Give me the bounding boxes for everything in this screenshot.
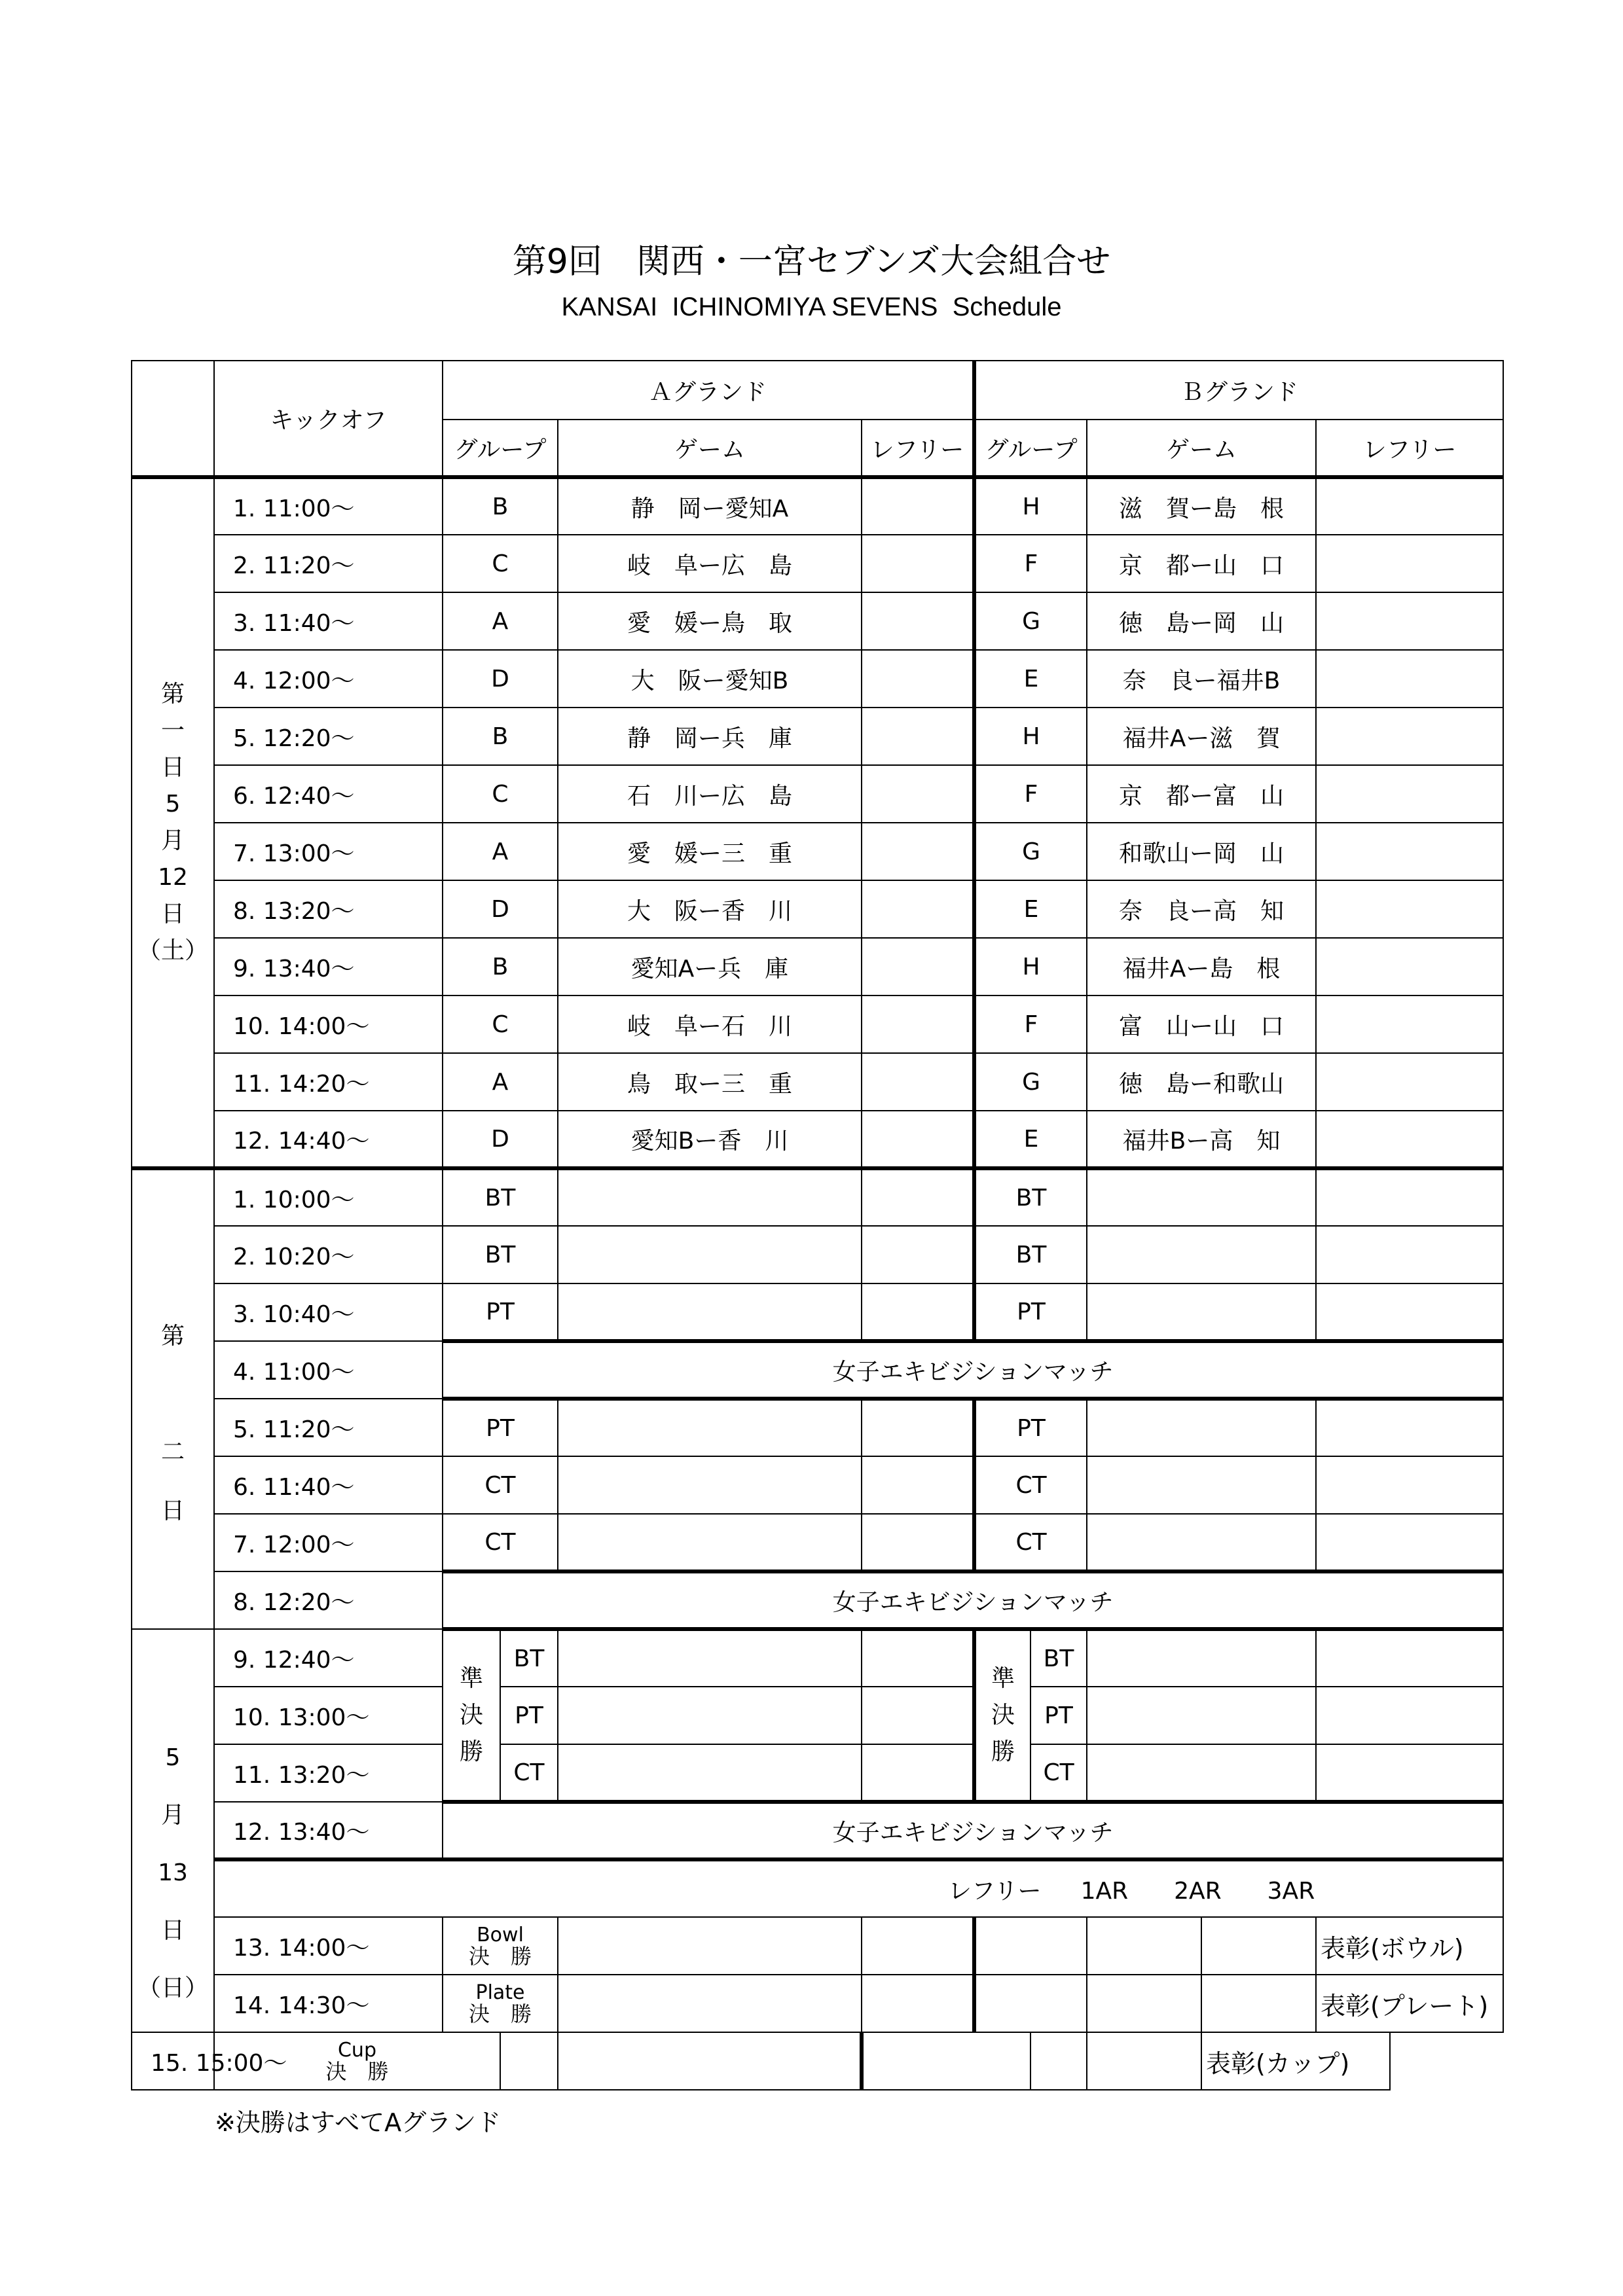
b-game: 滋 賀ー島 根	[1087, 477, 1316, 535]
b-group: F	[974, 996, 1087, 1053]
kickoff-time: 3. 10:40～	[214, 1283, 443, 1341]
a-game: 愛知Bー香 川	[558, 1111, 862, 1168]
b-referee	[1316, 1283, 1503, 1341]
a-referee	[862, 592, 974, 650]
b-game: 京 都ー山 口	[1087, 535, 1316, 592]
a-group: C	[443, 996, 558, 1053]
a-referee	[862, 1111, 974, 1168]
b-referee	[1316, 650, 1503, 708]
a-referee	[862, 938, 974, 996]
b-referee	[1316, 1111, 1503, 1168]
a-referee	[862, 535, 974, 592]
b-semifinal-sub: BT	[1030, 1629, 1087, 1687]
kickoff-time: 13. 14:00～	[214, 1917, 443, 1975]
a-game: 愛 媛ー鳥 取	[558, 592, 862, 650]
a-game	[558, 1629, 862, 1687]
final-2ar	[1087, 1975, 1201, 2032]
award-ceremony: 表彰(カップ)	[1201, 2032, 1390, 2090]
a-semifinal-label	[443, 1629, 500, 1802]
kickoff-time: 10. 14:00～	[214, 996, 443, 1053]
a-game: 愛 媛ー三 重	[558, 823, 862, 880]
b-game	[1087, 1514, 1316, 1571]
day-label-char: 勝	[459, 1738, 483, 1765]
a-group: PT	[443, 1283, 558, 1341]
b-game: 奈 良ー福井B	[1087, 650, 1316, 708]
b-semifinal-label	[974, 1629, 1030, 1802]
day-label-char: （日）	[137, 1975, 208, 2001]
a-referee	[862, 1629, 974, 1687]
day1-label	[132, 477, 214, 1168]
kickoff-time: 11. 14:20～	[214, 1053, 443, 1111]
final-1ar	[974, 1975, 1087, 2032]
kickoff-time: 4. 11:00～	[214, 1341, 443, 1399]
b-game: 奈 良ー高 知	[1087, 880, 1316, 938]
exhibition-match: 女子エキビジションマッチ	[443, 1571, 1503, 1629]
a-referee	[862, 823, 974, 880]
page-subtitle: KANSAI ICHINOMIYA SEVENS Schedule	[561, 293, 1062, 321]
final-referee	[862, 1975, 974, 2032]
a-group-header: グループ	[443, 420, 558, 477]
b-game: 富 山ー山 口	[1087, 996, 1316, 1053]
b-game: 徳 島ー和歌山	[1087, 1053, 1316, 1111]
b-referee	[1316, 1053, 1503, 1111]
day-label-char: 12	[158, 864, 188, 891]
a-referee	[862, 1744, 974, 1802]
b-group: E	[974, 880, 1087, 938]
a-group: D	[443, 650, 558, 708]
award-ceremony: 表彰(プレート)	[1316, 1975, 1503, 2032]
a-game	[558, 1687, 862, 1744]
kickoff-time: 5. 11:20～	[214, 1399, 443, 1456]
b-referee	[1316, 1168, 1503, 1226]
b-game-header: ゲーム	[1087, 420, 1316, 477]
b-referee	[1316, 880, 1503, 938]
a-referee	[862, 1399, 974, 1456]
b-referee	[1316, 477, 1503, 535]
day-label-char: 第	[160, 1323, 185, 1350]
b-group: G	[974, 823, 1087, 880]
a-group: B	[443, 708, 558, 765]
a-group: C	[443, 765, 558, 823]
kickoff-time: 11. 13:20～	[214, 1744, 443, 1802]
a-referee	[862, 1226, 974, 1283]
kickoff-time: 9. 13:40～	[214, 938, 443, 996]
kickoff-time: 1. 11:00～	[214, 477, 443, 535]
day-label-char: 日	[160, 754, 185, 781]
final-label	[443, 1917, 558, 1975]
b-group: CT	[974, 1456, 1087, 1514]
ref-header-item: 2AR	[1174, 1877, 1222, 1905]
day-label-char: 13	[158, 1859, 188, 1886]
day-label-char: 勝	[991, 1738, 1015, 1765]
b-group: PT	[974, 1283, 1087, 1341]
b-group: H	[974, 708, 1087, 765]
b-referee	[1316, 1226, 1503, 1283]
a-group: CT	[443, 1456, 558, 1514]
a-game	[558, 1514, 862, 1571]
day-label-char: 5	[165, 1744, 181, 1771]
b-group: F	[974, 765, 1087, 823]
a-referee	[862, 1456, 974, 1514]
a-group: D	[443, 880, 558, 938]
b-game: 福井Aー島 根	[1087, 938, 1316, 996]
b-game	[1087, 1226, 1316, 1283]
b-group: E	[974, 1111, 1087, 1168]
a-game: 大 阪ー香 川	[558, 880, 862, 938]
kickoff-time: 5. 12:20～	[214, 708, 443, 765]
final-word: 決 勝	[325, 2059, 389, 2084]
page-title: 第9回 関西・一宮セブンズ大会組合せ	[512, 242, 1111, 281]
b-group: PT	[974, 1399, 1087, 1456]
b-game	[1087, 1168, 1316, 1226]
b-referee	[1316, 996, 1503, 1053]
kickoff-time: 6. 11:40～	[214, 1456, 443, 1514]
a-game: 大 阪ー愛知B	[558, 650, 862, 708]
b-referee	[1316, 765, 1503, 823]
a-group: BT	[443, 1226, 558, 1283]
final-type: Bowl	[477, 1924, 524, 1946]
b-referee	[1316, 1456, 1503, 1514]
final-3ar	[1201, 1917, 1316, 1975]
kickoff-time: 1. 10:00～	[214, 1168, 443, 1226]
a-group: A	[443, 1053, 558, 1111]
b-game	[1087, 1283, 1316, 1341]
ref-header-item: レフリー	[948, 1877, 1042, 1905]
schedule-table	[131, 360, 1504, 2090]
b-game	[1087, 1629, 1316, 1687]
ref-header-item: 1AR	[1080, 1877, 1129, 1905]
a-referee	[862, 1687, 974, 1744]
a-referee	[862, 1514, 974, 1571]
a-referee-header: レフリー	[862, 420, 974, 477]
day-label-char: 第	[160, 681, 185, 708]
b-group: CT	[974, 1514, 1087, 1571]
ref-header-item: 3AR	[1267, 1877, 1315, 1905]
b-semifinal-sub: PT	[1030, 1687, 1087, 1744]
b-group: E	[974, 650, 1087, 708]
a-game	[558, 1283, 862, 1341]
a-group: CT	[443, 1514, 558, 1571]
a-group: B	[443, 938, 558, 996]
day-label-char: 月	[160, 827, 185, 854]
day-label-char: 二	[160, 1439, 185, 1465]
kickoff-time: 3. 11:40～	[214, 592, 443, 650]
b-referee-header: レフリー	[1316, 420, 1503, 477]
day-label-char: 日	[160, 901, 185, 927]
a-referee	[862, 765, 974, 823]
b-game	[1087, 1456, 1316, 1514]
exhibition-match: 女子エキビジションマッチ	[443, 1802, 1503, 1859]
b-group: H	[974, 477, 1087, 535]
footnote: ※決勝はすべてAグランド	[215, 2108, 501, 2137]
kickoff-time: 9. 12:40～	[214, 1629, 443, 1687]
b-game: 福井Aー滋 賀	[1087, 708, 1316, 765]
b-referee	[1316, 592, 1503, 650]
a-group: A	[443, 592, 558, 650]
finals-referee-header	[214, 1859, 1503, 1917]
b-referee	[1316, 1744, 1503, 1802]
ground-a-header: Ａグランド	[443, 361, 974, 420]
b-game: 和歌山ー岡 山	[1087, 823, 1316, 880]
a-group: A	[443, 823, 558, 880]
a-referee	[862, 650, 974, 708]
day-label-char: 日	[160, 1917, 185, 1944]
b-game	[1087, 1744, 1316, 1802]
a-game	[558, 1456, 862, 1514]
b-referee	[1316, 1629, 1503, 1687]
kickoff-time: 2. 11:20～	[214, 535, 443, 592]
day-label-char: （土）	[137, 937, 208, 964]
a-game: 石 川ー広 島	[558, 765, 862, 823]
a-game: 鳥 取ー三 重	[558, 1053, 862, 1111]
kickoff-time: 10. 13:00～	[214, 1687, 443, 1744]
a-semifinal-sub: CT	[500, 1744, 558, 1802]
a-referee	[862, 477, 974, 535]
final-3ar	[1087, 2032, 1201, 2090]
kickoff-header: キックオフ	[214, 361, 443, 477]
kickoff-time: 12. 13:40～	[214, 1802, 443, 1859]
day-label-char: 決	[991, 1702, 1015, 1729]
day2-label-bottom	[132, 1629, 214, 2032]
a-game	[558, 1399, 862, 1456]
b-referee	[1316, 535, 1503, 592]
final-game	[558, 1917, 862, 1975]
kickoff-time: 14. 14:30～	[214, 1975, 443, 2032]
final-game	[558, 1975, 862, 2032]
b-group-header: グループ	[974, 420, 1087, 477]
kickoff-time: 8. 12:20～	[214, 1571, 443, 1629]
final-label	[443, 1975, 558, 2032]
a-game: 静 岡ー兵 庫	[558, 708, 862, 765]
b-game: 徳 島ー岡 山	[1087, 592, 1316, 650]
b-semifinal-sub: CT	[1030, 1744, 1087, 1802]
a-game: 静 岡ー愛知A	[558, 477, 862, 535]
a-game-header: ゲーム	[558, 420, 862, 477]
kickoff-time: 4. 12:00～	[214, 650, 443, 708]
corner-cell	[132, 361, 214, 477]
kickoff-time: 7. 12:00～	[214, 1514, 443, 1571]
final-word: 決 勝	[468, 1944, 532, 1969]
a-referee	[862, 708, 974, 765]
b-group: G	[974, 1053, 1087, 1111]
b-referee	[1316, 823, 1503, 880]
a-semifinal-sub: BT	[500, 1629, 558, 1687]
b-group: F	[974, 535, 1087, 592]
kickoff-time: 2. 10:20～	[214, 1226, 443, 1283]
b-game	[1087, 1687, 1316, 1744]
kickoff-time: 6. 12:40～	[214, 765, 443, 823]
a-group: PT	[443, 1399, 558, 1456]
ground-b-header: Ｂグランド	[974, 361, 1503, 420]
final-1ar	[862, 2032, 1030, 2090]
b-referee	[1316, 1687, 1503, 1744]
a-game	[558, 1226, 862, 1283]
b-group: G	[974, 592, 1087, 650]
day-label-char: 一	[160, 717, 185, 744]
b-referee	[1316, 708, 1503, 765]
a-group: BT	[443, 1168, 558, 1226]
kickoff-time: 12. 14:40～	[214, 1111, 443, 1168]
final-game	[500, 2032, 558, 2090]
final-type: Cup	[337, 2039, 376, 2062]
a-game	[558, 1744, 862, 1802]
b-referee	[1316, 1514, 1503, 1571]
kickoff-time: 8. 13:20～	[214, 880, 443, 938]
b-referee	[1316, 1399, 1503, 1456]
exhibition-match: 女子エキビジションマッチ	[443, 1341, 1503, 1399]
final-3ar	[1201, 1975, 1316, 2032]
a-semifinal-sub: PT	[500, 1687, 558, 1744]
b-group: BT	[974, 1226, 1087, 1283]
b-game: 福井Bー高 知	[1087, 1111, 1316, 1168]
a-game: 愛知Aー兵 庫	[558, 938, 862, 996]
a-referee	[862, 996, 974, 1053]
final-referee	[558, 2032, 862, 2090]
b-group: BT	[974, 1168, 1087, 1226]
award-ceremony: 表彰(ボウル)	[1316, 1917, 1503, 1975]
b-group: H	[974, 938, 1087, 996]
final-type: Plate	[475, 1981, 525, 2004]
b-game	[1087, 1399, 1316, 1456]
day-label-char: 準	[991, 1665, 1015, 1692]
a-referee	[862, 1168, 974, 1226]
final-1ar	[974, 1917, 1087, 1975]
a-group: D	[443, 1111, 558, 1168]
a-referee	[862, 1283, 974, 1341]
final-word: 決 勝	[468, 2001, 532, 2026]
a-referee	[862, 1053, 974, 1111]
day-label-char: 5	[165, 791, 181, 817]
day-label-char: 準	[459, 1665, 483, 1692]
kickoff-time: 15. 15:00～	[132, 2032, 214, 2090]
a-group: C	[443, 535, 558, 592]
final-2ar	[1030, 2032, 1087, 2090]
a-group: B	[443, 477, 558, 535]
final-2ar	[1087, 1917, 1201, 1975]
day2-label-top	[132, 1168, 214, 1629]
b-game: 京 都ー富 山	[1087, 765, 1316, 823]
day-label-char: 月	[160, 1802, 185, 1829]
a-game: 岐 阜ー広 島	[558, 535, 862, 592]
day-label-char: 決	[459, 1702, 483, 1729]
a-game: 岐 阜ー石 川	[558, 996, 862, 1053]
b-referee	[1316, 938, 1503, 996]
a-game	[558, 1168, 862, 1226]
kickoff-time: 7. 13:00～	[214, 823, 443, 880]
final-referee	[862, 1917, 974, 1975]
a-referee	[862, 880, 974, 938]
day-label-char: 日	[160, 1498, 185, 1524]
